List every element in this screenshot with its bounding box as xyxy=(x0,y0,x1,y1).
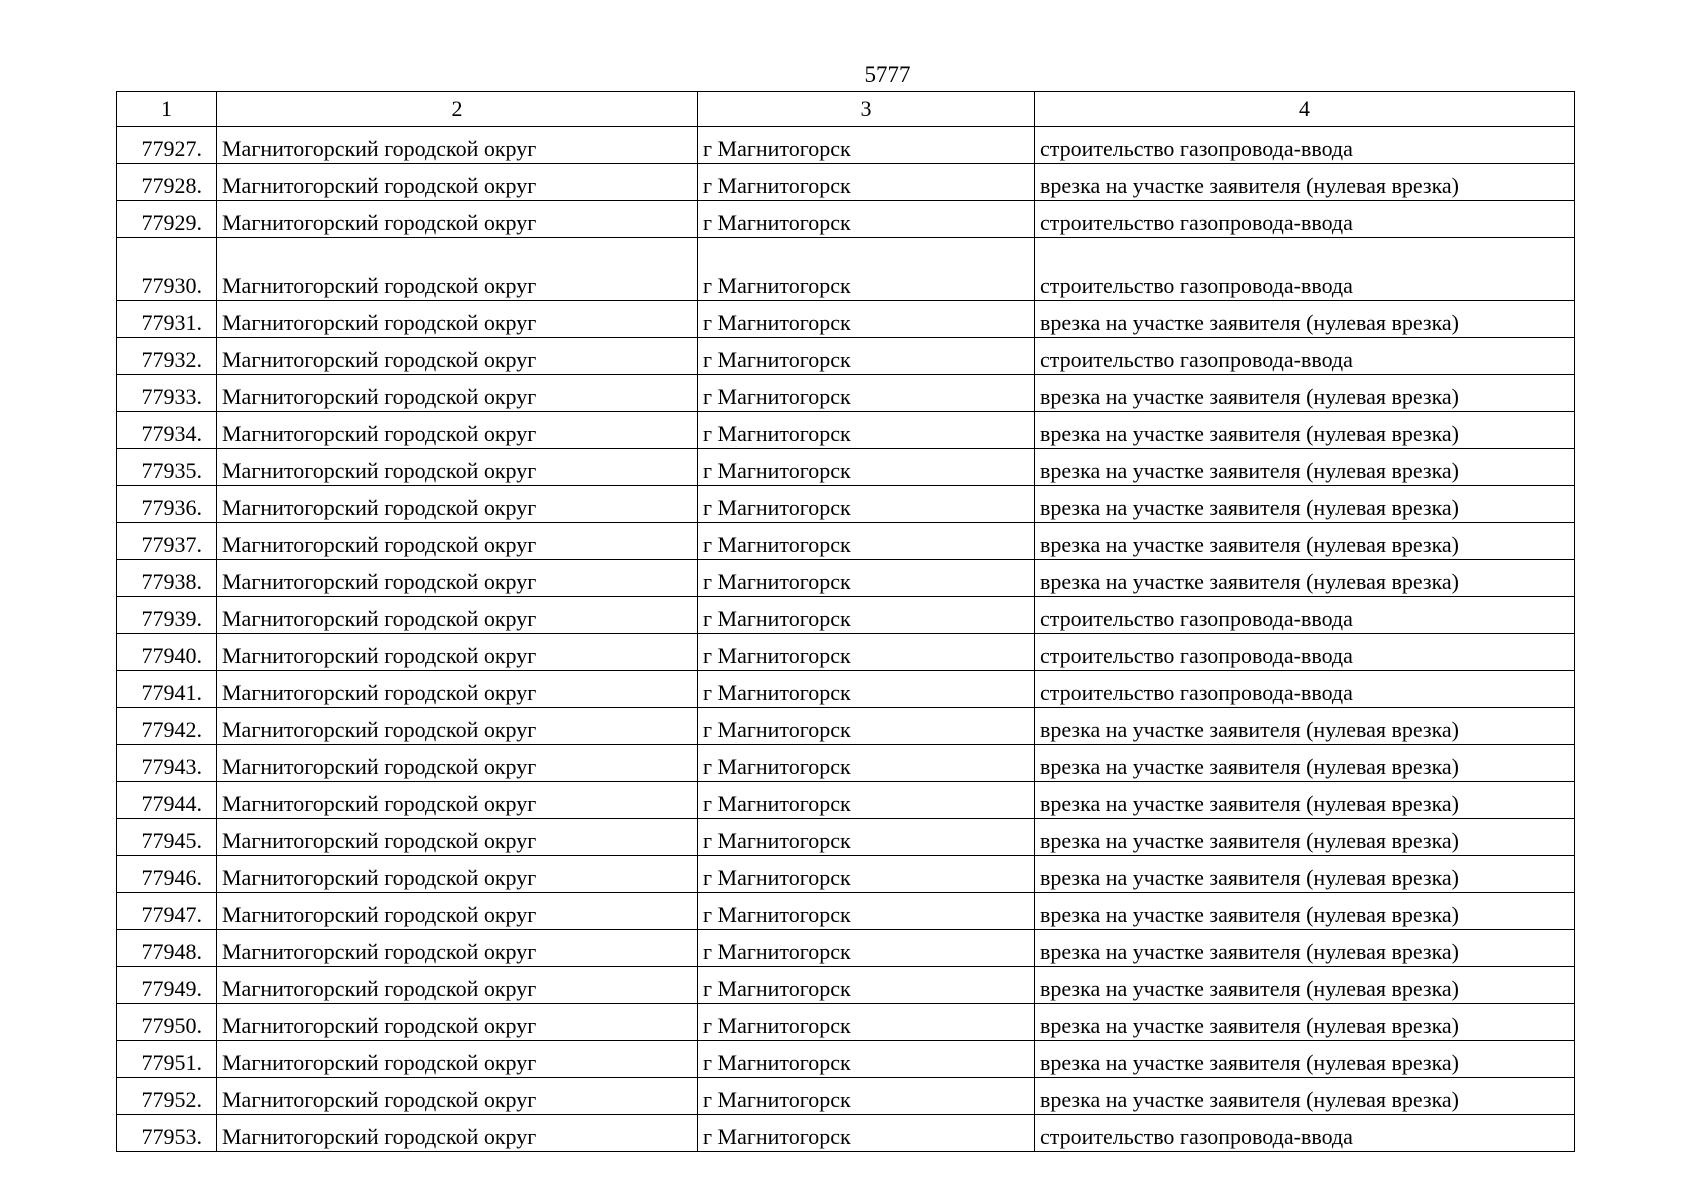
work-type-cell: строительство газопровода-ввода xyxy=(1035,634,1575,671)
table-row xyxy=(117,486,1575,523)
table-row xyxy=(117,930,1575,967)
table-row xyxy=(117,238,1575,301)
table-row xyxy=(117,338,1575,375)
row-number-cell: 77943. xyxy=(117,745,217,782)
district-cell: Магнитогорский городской округ xyxy=(217,164,698,201)
row-number-cell: 77940. xyxy=(117,634,217,671)
work-type-cell: врезка на участке заявителя (нулевая врезка) xyxy=(1035,856,1575,893)
locality-cell: г Магнитогорск xyxy=(698,930,1035,967)
row-number-cell: 77931. xyxy=(117,301,217,338)
table-row xyxy=(117,164,1575,201)
table-row xyxy=(117,201,1575,238)
row-number-cell: 77933. xyxy=(117,375,217,412)
work-type-cell: строительство газопровода-ввода xyxy=(1035,597,1575,634)
table-row xyxy=(117,782,1575,819)
district-cell: Магнитогорский городской округ xyxy=(217,238,698,301)
district-cell: Магнитогорский городской округ xyxy=(217,1041,698,1078)
work-type-cell: строительство газопровода-ввода xyxy=(1035,1115,1575,1152)
work-type-cell: врезка на участке заявителя (нулевая врезка) xyxy=(1035,1004,1575,1041)
district-cell: Магнитогорский городской округ xyxy=(217,597,698,634)
district-cell: Магнитогорский городской округ xyxy=(217,634,698,671)
work-type-cell: строительство газопровода-ввода xyxy=(1035,238,1575,301)
locality-cell: г Магнитогорск xyxy=(698,338,1035,375)
work-type-cell: врезка на участке заявителя (нулевая врезка) xyxy=(1035,449,1575,486)
district-cell: Магнитогорский городской округ xyxy=(217,127,698,164)
work-type-cell: строительство газопровода-ввода xyxy=(1035,338,1575,375)
locality-cell: г Магнитогорск xyxy=(698,560,1035,597)
table-row xyxy=(117,597,1575,634)
table-row xyxy=(117,708,1575,745)
table-row xyxy=(117,967,1575,1004)
district-cell: Магнитогорский городской округ xyxy=(217,708,698,745)
row-number-cell: 77944. xyxy=(117,782,217,819)
table-row xyxy=(117,375,1575,412)
locality-cell: г Магнитогорск xyxy=(698,893,1035,930)
row-number-cell: 77937. xyxy=(117,523,217,560)
table-row xyxy=(117,127,1575,164)
row-number-cell: 77949. xyxy=(117,967,217,1004)
locality-cell: г Магнитогорск xyxy=(698,819,1035,856)
work-type-cell: врезка на участке заявителя (нулевая врезка) xyxy=(1035,523,1575,560)
header-cell-3: 3 xyxy=(698,92,1035,127)
table-row xyxy=(117,745,1575,782)
row-number-cell: 77938. xyxy=(117,560,217,597)
row-number-cell: 77947. xyxy=(117,893,217,930)
locality-cell: г Магнитогорск xyxy=(698,1078,1035,1115)
locality-cell: г Магнитогорск xyxy=(698,708,1035,745)
district-cell: Магнитогорский городской округ xyxy=(217,745,698,782)
header-cell-2: 2 xyxy=(217,92,698,127)
work-type-cell: врезка на участке заявителя (нулевая врезка) xyxy=(1035,782,1575,819)
work-type-cell: врезка на участке заявителя (нулевая врезка) xyxy=(1035,486,1575,523)
district-cell: Магнитогорский городской округ xyxy=(217,930,698,967)
row-number-cell: 77930. xyxy=(117,238,217,301)
district-cell: Магнитогорский городской округ xyxy=(217,301,698,338)
locality-cell: г Магнитогорск xyxy=(698,967,1035,1004)
locality-cell: г Магнитогорск xyxy=(698,164,1035,201)
work-type-cell: врезка на участке заявителя (нулевая врезка) xyxy=(1035,819,1575,856)
row-number-cell: 77932. xyxy=(117,338,217,375)
work-type-cell: строительство газопровода-ввода xyxy=(1035,201,1575,238)
locality-cell: г Магнитогорск xyxy=(698,523,1035,560)
district-cell: Магнитогорский городской округ xyxy=(217,856,698,893)
locality-cell: г Магнитогорск xyxy=(698,486,1035,523)
row-number-cell: 77946. xyxy=(117,856,217,893)
locality-cell: г Магнитогорск xyxy=(698,127,1035,164)
district-cell: Магнитогорский городской округ xyxy=(217,1004,698,1041)
row-number-cell: 77927. xyxy=(117,127,217,164)
header-cell-4: 4 xyxy=(1035,92,1575,127)
district-cell: Магнитогорский городской округ xyxy=(217,1115,698,1152)
locality-cell: г Магнитогорск xyxy=(698,375,1035,412)
district-cell: Магнитогорский городской округ xyxy=(217,449,698,486)
table-row xyxy=(117,1078,1575,1115)
work-type-cell: врезка на участке заявителя (нулевая врезка) xyxy=(1035,164,1575,201)
table-row xyxy=(117,449,1575,486)
locality-cell: г Магнитогорск xyxy=(698,301,1035,338)
table-row xyxy=(117,560,1575,597)
district-cell: Магнитогорский городской округ xyxy=(217,1078,698,1115)
work-type-cell: врезка на участке заявителя (нулевая врезка) xyxy=(1035,708,1575,745)
district-cell: Магнитогорский городской округ xyxy=(217,523,698,560)
locality-cell: г Магнитогорск xyxy=(698,1041,1035,1078)
locality-cell: г Магнитогорск xyxy=(698,1004,1035,1041)
registry-table xyxy=(116,91,1575,1152)
locality-cell: г Магнитогорск xyxy=(698,745,1035,782)
locality-cell: г Магнитогорск xyxy=(698,782,1035,819)
table-row xyxy=(117,523,1575,560)
table-row xyxy=(117,412,1575,449)
locality-cell: г Магнитогорск xyxy=(698,412,1035,449)
header-cell-1: 1 xyxy=(117,92,217,127)
row-number-cell: 77936. xyxy=(117,486,217,523)
district-cell: Магнитогорский городской округ xyxy=(217,967,698,1004)
table-row xyxy=(117,1041,1575,1078)
row-number-cell: 77934. xyxy=(117,412,217,449)
table-body xyxy=(117,127,1575,1152)
row-number-cell: 77929. xyxy=(117,201,217,238)
work-type-cell: строительство газопровода-ввода xyxy=(1035,127,1575,164)
locality-cell: г Магнитогорск xyxy=(698,597,1035,634)
row-number-cell: 77951. xyxy=(117,1041,217,1078)
work-type-cell: врезка на участке заявителя (нулевая врезка) xyxy=(1035,301,1575,338)
table-row xyxy=(117,1004,1575,1041)
district-cell: Магнитогорский городской округ xyxy=(217,412,698,449)
district-cell: Магнитогорский городской округ xyxy=(217,201,698,238)
table-row xyxy=(117,856,1575,893)
work-type-cell: врезка на участке заявителя (нулевая врезка) xyxy=(1035,967,1575,1004)
locality-cell: г Магнитогорск xyxy=(698,238,1035,301)
table-row xyxy=(117,1115,1575,1152)
work-type-cell: врезка на участке заявителя (нулевая врезка) xyxy=(1035,375,1575,412)
row-number-cell: 77928. xyxy=(117,164,217,201)
work-type-cell: врезка на участке заявителя (нулевая врезка) xyxy=(1035,412,1575,449)
row-number-cell: 77935. xyxy=(117,449,217,486)
locality-cell: г Магнитогорск xyxy=(698,856,1035,893)
work-type-cell: врезка на участке заявителя (нулевая врезка) xyxy=(1035,745,1575,782)
work-type-cell: врезка на участке заявителя (нулевая врезка) xyxy=(1035,1041,1575,1078)
table-row xyxy=(117,634,1575,671)
locality-cell: г Магнитогорск xyxy=(698,449,1035,486)
work-type-cell: врезка на участке заявителя (нулевая врезка) xyxy=(1035,1078,1575,1115)
table-row xyxy=(117,893,1575,930)
table-row xyxy=(117,819,1575,856)
row-number-cell: 77952. xyxy=(117,1078,217,1115)
locality-cell: г Магнитогорск xyxy=(698,671,1035,708)
district-cell: Магнитогорский городской округ xyxy=(217,819,698,856)
row-number-cell: 77953. xyxy=(117,1115,217,1152)
row-number-cell: 77950. xyxy=(117,1004,217,1041)
district-cell: Магнитогорский городской округ xyxy=(217,893,698,930)
locality-cell: г Магнитогорск xyxy=(698,634,1035,671)
locality-cell: г Магнитогорск xyxy=(698,1115,1035,1152)
work-type-cell: врезка на участке заявителя (нулевая врезка) xyxy=(1035,930,1575,967)
district-cell: Магнитогорский городской округ xyxy=(217,486,698,523)
district-cell: Магнитогорский городской округ xyxy=(217,671,698,708)
table-row xyxy=(117,301,1575,338)
work-type-cell: строительство газопровода-ввода xyxy=(1035,671,1575,708)
district-cell: Магнитогорский городской округ xyxy=(217,782,698,819)
district-cell: Магнитогорский городской округ xyxy=(217,375,698,412)
locality-cell: г Магнитогорск xyxy=(698,201,1035,238)
row-number-cell: 77942. xyxy=(117,708,217,745)
header-row xyxy=(117,92,1575,127)
work-type-cell: врезка на участке заявителя (нулевая врезка) xyxy=(1035,893,1575,930)
row-number-cell: 77939. xyxy=(117,597,217,634)
row-number-cell: 77945. xyxy=(117,819,217,856)
district-cell: Магнитогорский городской округ xyxy=(217,338,698,375)
table-row xyxy=(117,671,1575,708)
row-number-cell: 77941. xyxy=(117,671,217,708)
row-number-cell: 77948. xyxy=(117,930,217,967)
district-cell: Магнитогорский городской округ xyxy=(217,560,698,597)
page-number: 5777 xyxy=(864,62,911,87)
work-type-cell: врезка на участке заявителя (нулевая врезка) xyxy=(1035,560,1575,597)
